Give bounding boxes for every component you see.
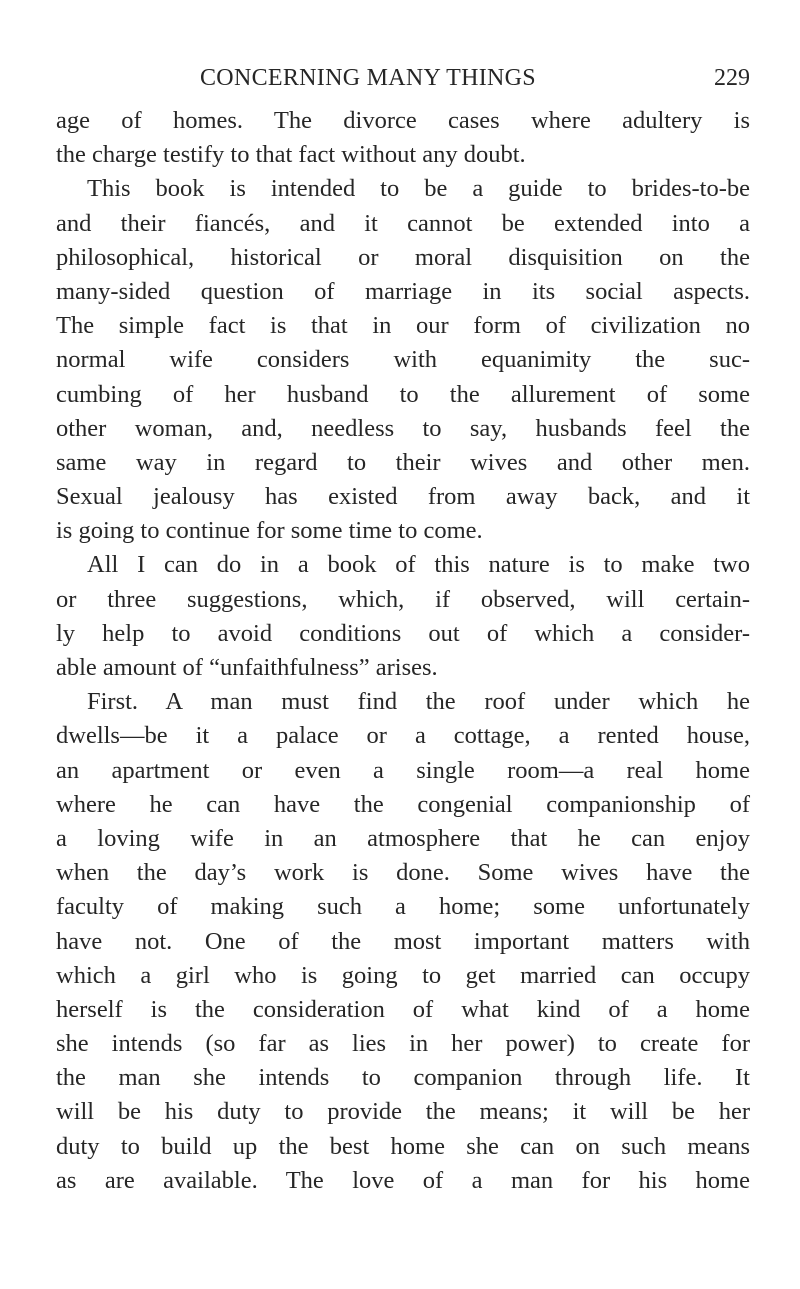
text-line: an apartment or even a single room—a real home bbox=[56, 756, 750, 784]
text-line: dwells—be it a palace or a cottage, a rented house, bbox=[56, 722, 750, 750]
text-line: This book is intended to be a guide to brides-to-be bbox=[87, 175, 750, 203]
text-line: and their fiancés, and it cannot be extended into a bbox=[56, 209, 750, 237]
text-line: ly help to avoid conditions out of which a consider- bbox=[56, 619, 750, 647]
running-title: CONCERNING MANY THINGS bbox=[200, 65, 536, 91]
page-number: 229 bbox=[714, 65, 750, 91]
text-line: where he can have the congenial companionship of bbox=[56, 790, 750, 818]
text-line: or three suggestions, which, if observed, will certain- bbox=[56, 585, 750, 613]
text-line: normal wife considers with equanimity the suc- bbox=[56, 346, 750, 374]
text-line: have not. One of the most important matters with bbox=[56, 927, 750, 955]
text-line: able amount of “unfaithfulness” arises. bbox=[56, 654, 438, 681]
text-line: cumbing of her husband to the allurement of some bbox=[56, 380, 750, 408]
running-head bbox=[200, 63, 750, 95]
text-line: First. A man must find the roof under which he bbox=[87, 688, 750, 716]
text-line: many-sided question of marriage in its social aspects. bbox=[56, 277, 750, 305]
text-line: is going to continue for some time to come. bbox=[56, 517, 483, 545]
text-line: other woman, and, needless to say, husbands feel the bbox=[56, 414, 750, 442]
text-line: same way in regard to their wives and other men. bbox=[56, 448, 750, 476]
text-line: All I can do in a book of this nature is to make two bbox=[87, 551, 750, 579]
text-line: age of homes. The divorce cases where adultery is bbox=[56, 107, 750, 134]
text-line: will be his duty to provide the means; it will be her bbox=[56, 1098, 750, 1126]
text-line: she intends (so far as lies in her power) to create for bbox=[56, 1030, 750, 1058]
body-text bbox=[56, 104, 750, 1198]
text-line: faculty of making such a home; some unfortunately bbox=[56, 893, 750, 921]
text-line: a loving wife in an atmosphere that he can enjoy bbox=[56, 824, 750, 852]
text-line: the charge testify to that fact without any doubt. bbox=[56, 141, 526, 169]
text-line: The simple fact is that in our form of civilization no bbox=[56, 312, 750, 340]
text-line: philosophical, historical or moral disquisition on the bbox=[56, 243, 750, 271]
text-line: which a girl who is going to get married can occupy bbox=[56, 961, 750, 989]
text-line: as are available. The love of a man for his home bbox=[56, 1166, 750, 1194]
text-line: the man she intends to companion through life. It bbox=[56, 1064, 750, 1092]
text-line: Sexual jealousy has existed from away back, and it bbox=[56, 483, 750, 511]
text-line: when the day’s work is done. Some wives have the bbox=[56, 859, 750, 887]
text-line: duty to build up the best home she can on such means bbox=[56, 1132, 750, 1160]
text-line: herself is the consideration of what kind of a home bbox=[56, 995, 750, 1023]
